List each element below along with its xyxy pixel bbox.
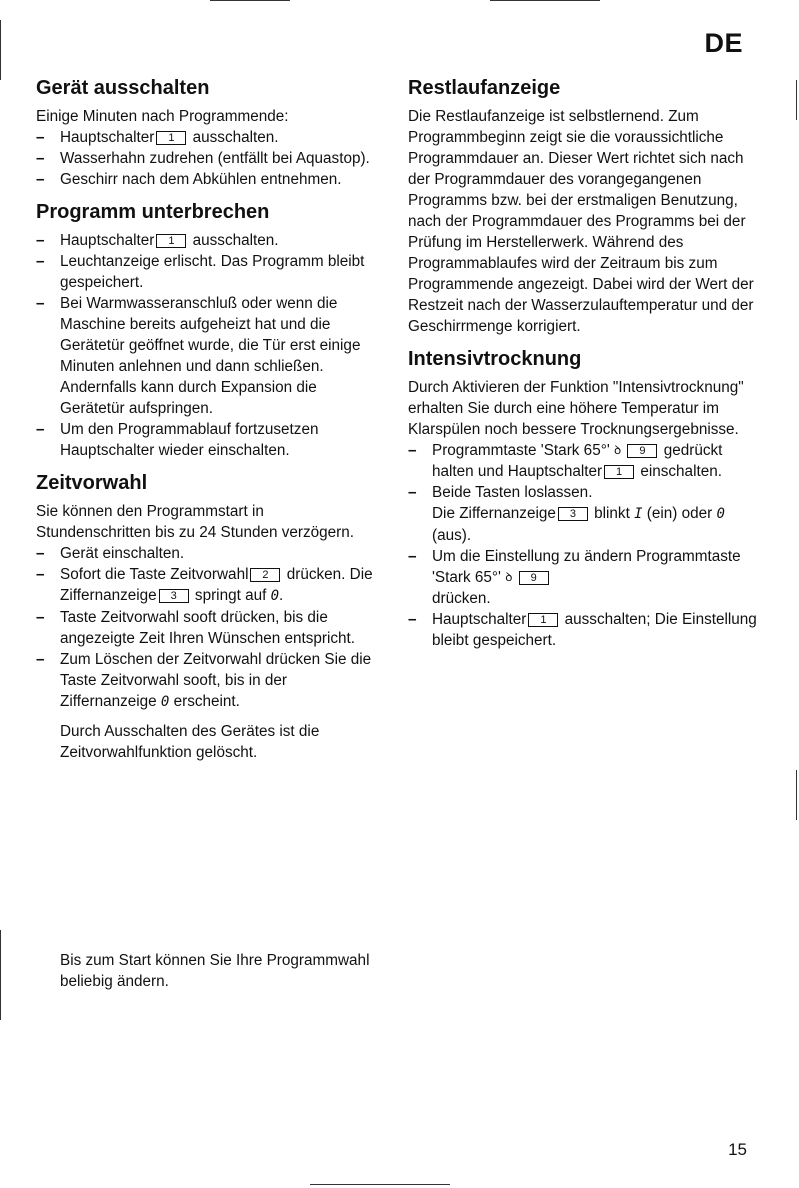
scan-mark — [0, 930, 1, 1020]
list-item: – Wasserhahn zudrehen (entfällt bei Aquastop). — [36, 148, 376, 169]
program-symbol-icon: ꝺ — [505, 570, 513, 584]
right-column — [408, 76, 758, 661]
scan-mark — [310, 1184, 450, 1185]
item-text: Hauptschalter — [60, 129, 155, 146]
item-text: (aus). — [432, 527, 472, 544]
list-item — [36, 564, 376, 607]
list-item — [408, 609, 758, 651]
list-item: – Gerät einschalten. — [36, 543, 376, 564]
section-intro: Einige Minuten nach Programmende: — [36, 108, 289, 125]
list-item: – Leuchtanzeige erlischt. Das Programm bleibt gespeichert. — [36, 251, 376, 293]
item-text: drücken. — [432, 590, 491, 607]
display-digit: 0 — [716, 506, 725, 522]
step-list — [36, 230, 376, 461]
section-intensivtrocknung — [408, 347, 758, 651]
main-switch-key-label: 1 — [156, 234, 186, 248]
section-title: Programm unterbrechen — [36, 201, 270, 223]
scan-mark — [796, 80, 797, 120]
list-item — [36, 127, 376, 148]
section-title: Gerät ausschalten — [36, 77, 210, 99]
list-item — [36, 649, 376, 763]
main-switch-key-label: 1 — [528, 613, 558, 627]
item-text: Programmtaste 'Stark 65°' — [432, 442, 610, 459]
scan-mark — [210, 0, 290, 1]
program-key-label: 9 — [519, 571, 549, 585]
item-text: Beide Tasten loslassen. — [432, 484, 593, 501]
section-intro: Sie können den Programmstart in Stundenschritten bis zu 24 Stunden verzögern. — [36, 503, 355, 541]
list-item: – Geschirr nach dem Abkühlen entnehmen. — [36, 169, 376, 190]
item-text: (ein) oder — [646, 505, 713, 522]
list-item — [36, 230, 376, 251]
display-key-label: 3 — [558, 507, 588, 521]
item-text: einschalten. — [640, 463, 722, 480]
item-text: . — [279, 587, 284, 604]
step-list — [36, 127, 376, 190]
section-body: Die Restlaufanzeige ist selbstlernend. Zum Programmbeginn zeigt sie die voraussichtliche Programmdauer an. Dieser Wert richtet sich nach der Programmdauer des vorangegangenen Programms bzw. bei der erstmaligen Benutzung, nach der Programmdauer des Programms bei der Prüfung im Herstellerwerk. Während des Programmablaufes wird der Zeitraum bis zum Programmende angezeigt. Dabei wird der Wert der Restzeit nach der Wasserzulauftemperatur und der Geschirrmenge korrigiert. — [408, 108, 754, 335]
section-intro: Durch Aktivieren der Funktion "Intensivtrocknung" erhalten Sie durch eine höhere Temperatur im Klarspülen noch bessere Trocknungsergebnisse. — [408, 379, 744, 438]
item-text: gedrückt halten und Hauptschalter — [432, 442, 723, 480]
section-title: Restlaufanzeige — [408, 77, 561, 99]
timer-key-label: 2 — [250, 568, 280, 582]
item-note: Durch Ausschalten des Gerätes ist die Zeitvorwahlfunktion gelöscht. — [60, 723, 320, 761]
item-text: erscheint. — [173, 693, 240, 710]
section-restlaufanzeige — [408, 76, 758, 337]
section-programm-unterbrechen — [36, 200, 376, 461]
item-text: drücken. Die Ziffernanzeige — [60, 566, 373, 604]
section-title: Intensivtrocknung — [408, 348, 582, 370]
step-list — [408, 440, 758, 651]
closing-note: Bis zum Start können Sie Ihre Programmwahl beliebig ändern. — [60, 952, 370, 990]
section-geraet-ausschalten — [36, 76, 376, 190]
item-text: Zum Löschen der Zeitvorwahl drücken Sie die Taste Zeitvorwahl sooft, bis in der Ziffernanzeige — [60, 651, 372, 710]
item-text: blinkt — [594, 505, 630, 522]
list-item — [36, 293, 376, 419]
scan-mark — [796, 770, 797, 820]
item-text: Sofort die Taste Zeitvorwahl — [60, 566, 249, 583]
section-zeitvorwahl — [36, 471, 376, 763]
item-note: Andernfalls kann durch Expansion die Gerätetür aufspringen. — [60, 379, 317, 417]
display-digit: 0 — [270, 588, 280, 604]
program-symbol-icon: ꝺ — [614, 443, 622, 457]
step-list — [36, 543, 376, 763]
item-text: ausschalten. — [192, 232, 279, 249]
display-digit: 0 — [160, 694, 170, 710]
item-text: ausschalten. — [192, 129, 279, 146]
list-item: – Um den Programmablauf fortzusetzen Hauptschalter wieder einschalten. — [36, 419, 376, 461]
page-number: 15 — [728, 1140, 747, 1159]
scan-mark — [0, 20, 1, 80]
scan-mark — [490, 0, 600, 1]
main-switch-key-label: 1 — [604, 465, 634, 479]
item-text: Hauptschalter — [432, 611, 527, 628]
item-text: Um die Einstellung zu ändern Programmtaste 'Stark 65°' — [432, 548, 741, 586]
item-text: Die Ziffernanzeige — [432, 505, 556, 522]
list-item: – Taste Zeitvorwahl sooft drücken, bis die angezeigte Zeit Ihren Wünschen entspricht. — [36, 607, 376, 649]
list-item — [408, 546, 758, 609]
main-switch-key-label: 1 — [156, 131, 186, 145]
item-text: springt auf — [194, 587, 267, 604]
list-item — [408, 440, 758, 482]
left-column — [36, 76, 376, 773]
display-digit: I — [634, 506, 643, 522]
item-text: Bei Warmwasseranschluß oder wenn die Maschine bereits aufgeheizt hat und die Gerätetür geöffnet wurde, die Tür erst einige Minuten anlehnen und dann schließen. — [60, 295, 361, 375]
language-label: DE — [704, 28, 743, 58]
item-text: ausschalten; Die Einstellung bleibt gespeichert. — [432, 611, 757, 649]
item-text: Hauptschalter — [60, 232, 155, 249]
section-title: Zeitvorwahl — [36, 472, 148, 494]
display-key-label: 3 — [159, 589, 189, 603]
list-item — [408, 482, 758, 546]
program-key-label: 9 — [627, 444, 657, 458]
